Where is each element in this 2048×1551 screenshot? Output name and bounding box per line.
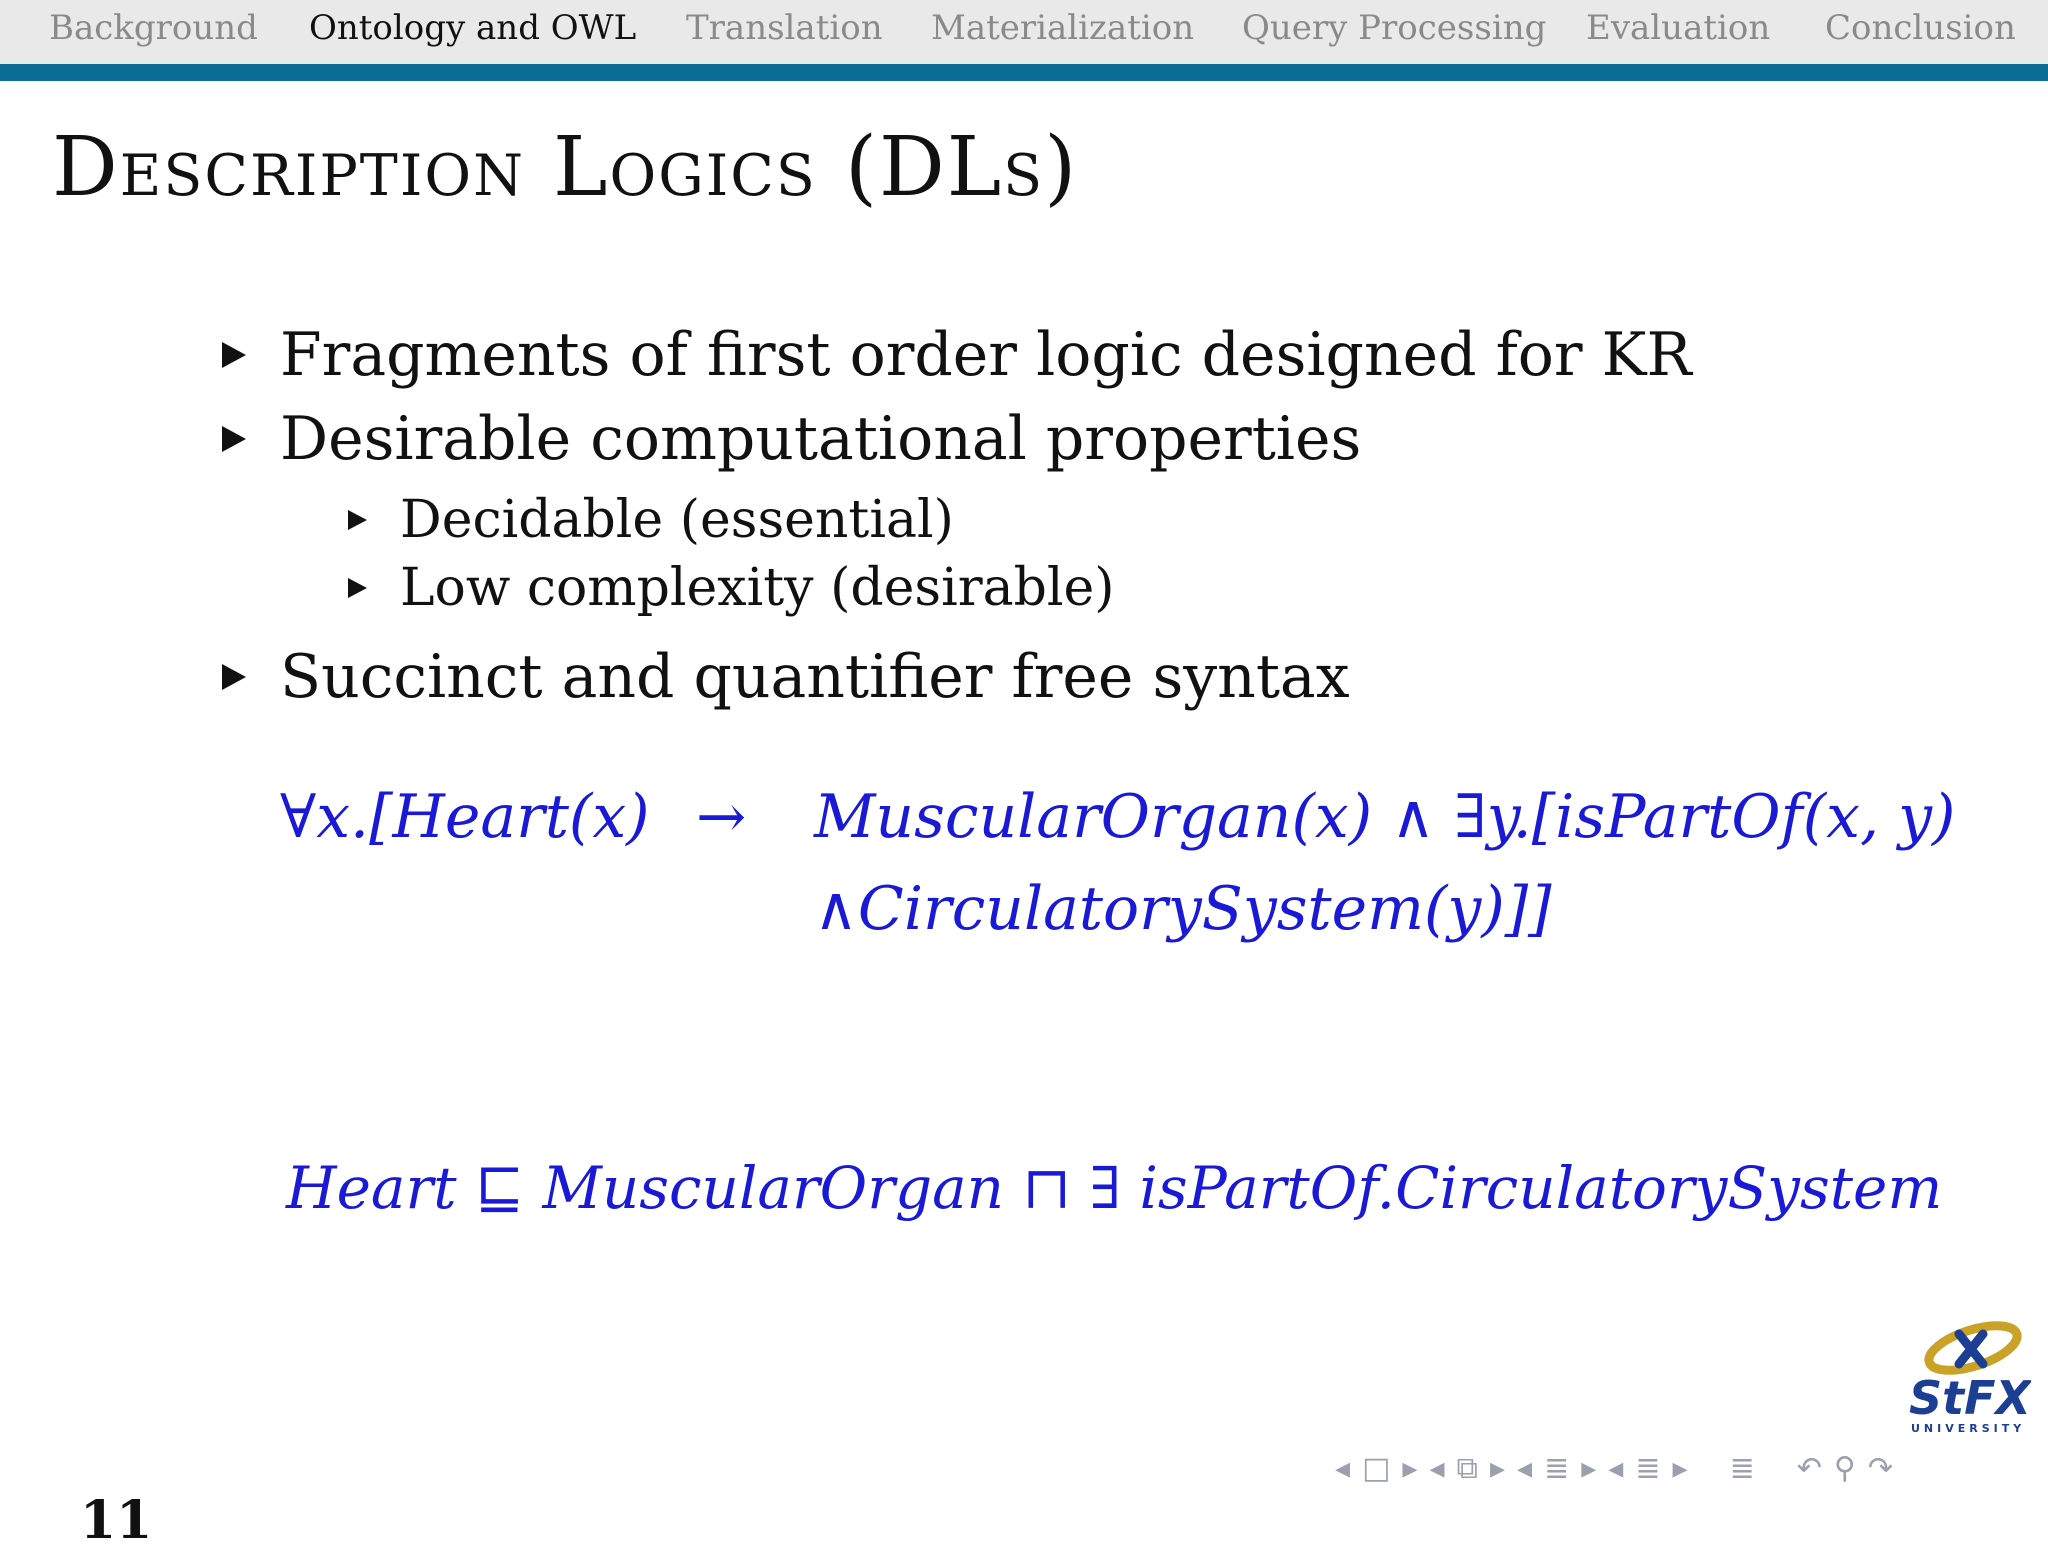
search-icon[interactable]: ⚲ [1833, 1450, 1856, 1486]
nav-item-ontology-and-owl[interactable]: Ontology and OWL [309, 8, 637, 48]
stfx-logo [1905, 1312, 2031, 1438]
subsection-icon[interactable]: ⧉ [1456, 1450, 1478, 1486]
nav-item-background[interactable]: Background [49, 8, 258, 48]
triangle-bullet-icon [348, 578, 367, 598]
fol-formula-line2: ∧CirculatorySystem(y)]] [814, 874, 1552, 944]
section-icon[interactable]: ≣ [1544, 1450, 1570, 1486]
nav-item-conclusion[interactable]: Conclusion [1825, 8, 2016, 48]
dl-formula: Heart ⊑ MuscularOrgan ⊓ ∃ isPartOf.CirculatorySystem [286, 1154, 1943, 1222]
bullet-item [222, 642, 1350, 712]
next-section-icon[interactable]: ▸ [1581, 1450, 1597, 1486]
fol-formula-arrow: → [696, 782, 747, 852]
prev-section-icon[interactable]: ◂ [1517, 1450, 1533, 1486]
sub-bullet-item [348, 558, 1115, 618]
triangle-bullet-icon [348, 510, 367, 530]
logo-wordmark: StFX [1909, 1371, 2031, 1425]
fol-formula-right: MuscularOrgan(x) ∧ ∃y.[isPartOf(x, y) [814, 782, 1956, 852]
sub-bullet-item [348, 490, 954, 550]
undo-icon[interactable]: ↶ [1796, 1450, 1822, 1486]
sub-bullet-text: Decidable (essential) [400, 490, 954, 550]
sub-bullet-text: Low complexity (desirable) [400, 558, 1115, 618]
next-subsection-icon[interactable]: ▸ [1489, 1450, 1506, 1486]
bullet-item [222, 404, 1361, 474]
prev-subsection-icon[interactable]: ◂ [1429, 1450, 1445, 1486]
beamer-navigation-controls [1335, 1450, 2035, 1486]
page-number: 11 [80, 1490, 153, 1551]
logo-subtitle: UNIVERSITY [1911, 1422, 2026, 1435]
bullet-text: Fragments of first order logic designed for KR [280, 320, 1692, 390]
prev-slide-icon[interactable]: ◂ [1608, 1450, 1624, 1486]
fol-formula-left: ∀x.[Heart(x) [280, 782, 650, 852]
nav-item-evaluation[interactable]: Evaluation [1586, 8, 1771, 48]
triangle-bullet-icon [222, 426, 246, 452]
next-slide-icon[interactable]: ▸ [1672, 1450, 1688, 1486]
nav-item-query-processing[interactable]: Query Processing [1242, 8, 1547, 48]
redo-icon[interactable]: ↷ [1867, 1450, 1893, 1486]
frame-icon[interactable]: □ [1362, 1450, 1391, 1486]
triangle-bullet-icon [222, 664, 246, 690]
accent-bar [0, 64, 2048, 81]
bullet-text: Desirable computational properties [280, 404, 1362, 474]
outline-icon[interactable]: ≣ [1729, 1450, 1755, 1486]
nav-item-materialization[interactable]: Materialization [931, 8, 1195, 48]
slide-title: Description Logics (DLs) [52, 120, 1079, 215]
triangle-bullet-icon [222, 342, 246, 368]
next-frame-icon[interactable]: ▸ [1402, 1450, 1418, 1486]
prev-frame-icon[interactable]: ◂ [1335, 1450, 1351, 1486]
section-navbar [0, 0, 2048, 64]
bullet-item [222, 320, 1692, 390]
bullet-text: Succinct and quantifier free syntax [280, 642, 1350, 712]
slide-icon[interactable]: ≣ [1635, 1450, 1661, 1486]
nav-item-translation[interactable]: Translation [686, 8, 883, 48]
